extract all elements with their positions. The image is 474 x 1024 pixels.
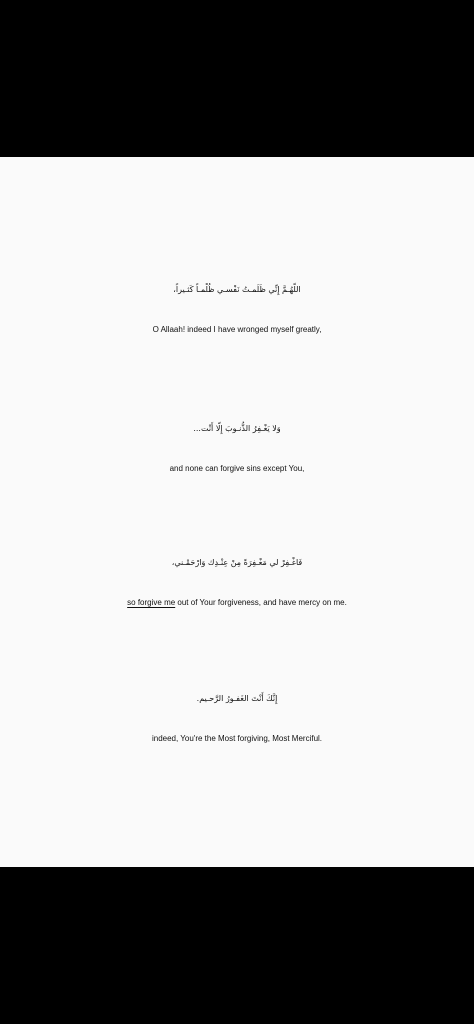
dua-card — [0, 157, 474, 867]
verse-1-translation: O Allaah! indeed I have wronged myself greatly, — [152, 325, 322, 334]
verse-1 — [0, 268, 474, 338]
verse-2-translation: and none can forgive sins except You, — [169, 464, 305, 473]
verse-2-arabic: وَلا يَغْـفِرُ الذُّنـوبَ إِلّا أَنْت... — [193, 424, 281, 433]
verse-4-arabic: إِنَّكَ أَنْتَ الغَفـورُ الرَّحـيم. — [196, 694, 278, 703]
verse-4 — [0, 677, 474, 747]
verse-2 — [0, 407, 474, 477]
verse-4-translation: indeed, You're the Most forgiving, Most Merciful. — [151, 734, 323, 743]
verse-3-arabic: فَاغْـفِرْ لي مَغْـفِرَةً مِنْ عِنْـدِك وَارْحَمْـني، — [171, 558, 303, 567]
verse-3-translation-underlined: so forgive me — [127, 598, 176, 607]
verse-1-arabic: اللّهُـمَّ إِنِّي ظَلَمـتُ نَفْسـي ظُلْمـاً كَثـيراً، — [173, 285, 301, 294]
verse-3-translation-rest: out of Your forgiveness, and have mercy on me. — [175, 598, 347, 607]
verse-3 — [0, 541, 474, 611]
verse-3-translation — [0, 595, 474, 611]
